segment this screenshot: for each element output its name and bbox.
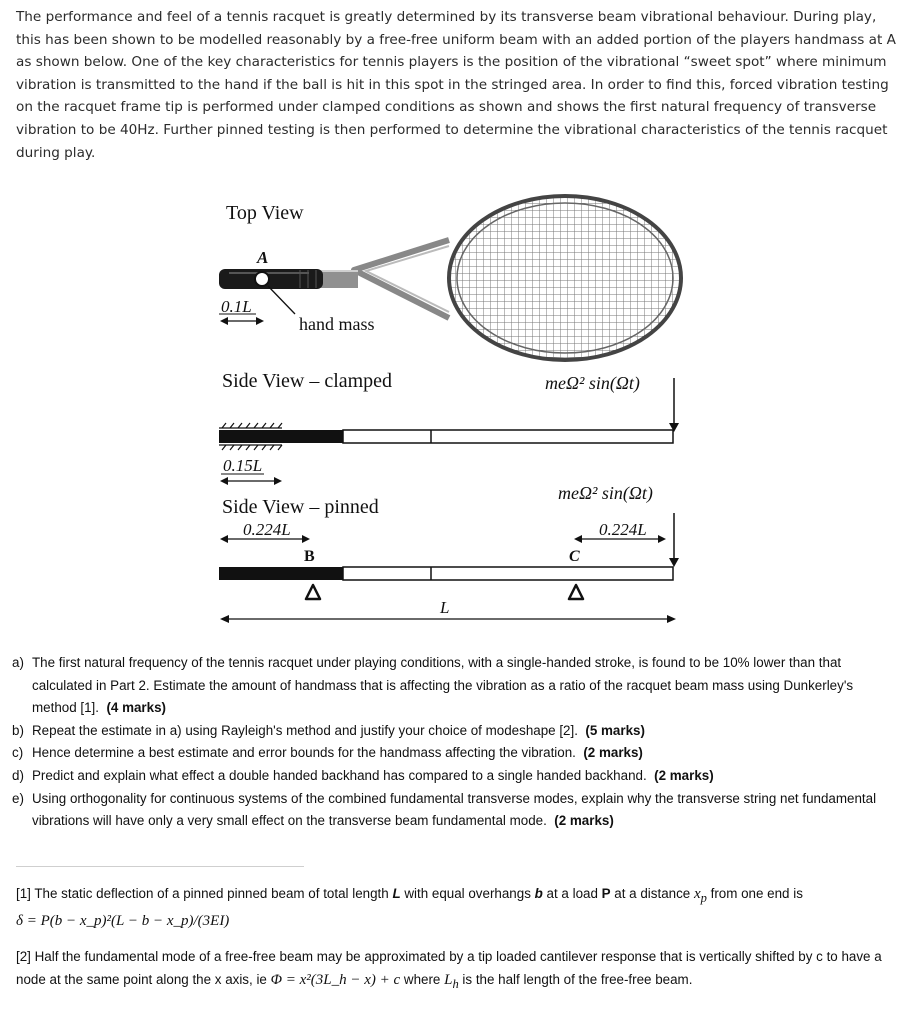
deflection-formula: δ = P(b − x_p)²(L − b − x_p)/(3EI) [16, 912, 230, 929]
clamped-title: Side View – clamped [222, 370, 393, 392]
pinned-force-arrow [669, 513, 679, 567]
footnote-var-sub: p [700, 891, 707, 905]
question-marks: (2 marks) [583, 745, 643, 761]
question-c [12, 742, 898, 765]
footnote-var: x [693, 886, 701, 902]
question-label: a) [12, 655, 24, 670]
footnote-text: at a distance [610, 886, 694, 901]
question-marks: (5 marks) [585, 722, 645, 738]
footnote-1 [16, 883, 896, 932]
footnote-text: [2] Half the fundamental mode of a free-free beam may be approximated by a tip loaded cantilever response that is vertically shifted by c to have a node at the same point along the x axis, ie [16, 949, 882, 987]
hand-mass-leader [268, 286, 295, 314]
dim-0-1L-label: 0.1L [221, 297, 252, 316]
footnote-text: from one end is [706, 886, 803, 901]
intro-paragraph: The performance and feel of a tennis racquet is greatly determined by its transverse beam vibrational behaviour. During play, this has been shown to be modelled reasonably by a free-free uniform beam with an added portion of the players handmass at A as shown below. One of the key characteristics for tennis players is the position of the vibrational “sweet spot” where minimum vibration is transmitted to the hand if the ball is hit in this spot in the stringed area. In order to find this, forced vibration testing on the racquet frame tip is performed under clamped conditions as shown and shows the first natural frequency of transverse vibration to be 40Hz. Further pinned testing is then performed to determine the vibrational characteristics of the tennis racquet during play. [16, 9, 896, 161]
dim-0-15L-label: 0.15L [223, 456, 263, 475]
question-b [12, 720, 898, 743]
footnote-text: is the half length of the free-free beam. [458, 971, 693, 987]
question-text: Using orthogonality for continuous systems of the combined fundamental transverse modes, explain why the transverse string net fundamental vibrations will have only a very small effect on the transverse beam fundamental mode. [32, 790, 877, 829]
dim-0-224L-left-label: 0.224L [243, 520, 291, 539]
footnote-var: L [392, 886, 401, 901]
question-text: Repeat the estimate in a) using Rayleigh's method and justify your choice of modeshape [2]. [32, 722, 578, 738]
question-d [12, 765, 898, 788]
footnote-text: with equal overhangs [400, 886, 535, 901]
footnote-2 [16, 946, 896, 995]
footnote-var-sub: h [452, 976, 459, 991]
point-c-label: C [569, 548, 580, 565]
question-text: Predict and explain what effect a double handed backhand has compared to a single handed backhand. [32, 767, 647, 783]
dim-0-15L-arrow [220, 477, 282, 485]
hand-mass-label: hand mass [299, 314, 375, 334]
dim-0-224L-right-label: 0.224L [599, 520, 647, 539]
pinned-title: Side View – pinned [222, 496, 379, 518]
clamped-force-arrow [669, 378, 679, 432]
modeshape-formula: Φ = x²(3L_h − x) + c [270, 971, 401, 988]
question-label: b) [12, 722, 24, 738]
clamped-beam [219, 430, 673, 443]
pin-support-b [306, 585, 320, 599]
footnote-divider [16, 866, 304, 867]
question-label: d) [12, 767, 24, 783]
footnote-text: where [400, 971, 445, 987]
questions-list [12, 652, 898, 833]
hand-mass-point-a [255, 272, 269, 286]
top-view-title: Top View [226, 202, 304, 224]
point-a-label: A [257, 248, 269, 267]
footnotes [16, 883, 896, 995]
pin-support-c [569, 585, 583, 599]
question-marks: (4 marks) [106, 700, 166, 716]
question-label: c) [12, 745, 24, 761]
length-l-label: L [440, 598, 450, 617]
footnote-var: L [444, 971, 453, 988]
clamp-support-bottom [219, 445, 282, 450]
clamped-force-label: meΩ² sin(Ωt) [545, 373, 640, 393]
question-marks: (2 marks) [654, 767, 714, 783]
pinned-beam [219, 567, 673, 580]
question-marks: (2 marks) [554, 813, 614, 829]
footnote-var: b [534, 886, 543, 901]
footnote-text: [1] The static deflection of a pinned pinned beam of total length [16, 886, 393, 901]
question-a [12, 652, 898, 720]
question-text: The first natural frequency of the tennis racquet under playing conditions, with a single-handed stroke, is found to be 10% lower than that calculated in Part 2. Estimate the amount of handmass that is affecting the vibration as a ratio of the racquet beam mass using Dunkerley's method [1]. [32, 655, 854, 716]
question-e [12, 788, 898, 833]
footnote-text: at a load [542, 886, 602, 901]
question-label: e) [12, 790, 24, 806]
clamp-support-top [219, 423, 282, 428]
footnote-var: P [601, 886, 611, 901]
point-b-label: B [304, 548, 315, 565]
pinned-force-label: meΩ² sin(Ωt) [558, 483, 653, 503]
dim-0-1L-arrow [220, 317, 264, 325]
question-text: Hence determine a best estimate and error bounds for the handmass affecting the vibration. [32, 745, 576, 761]
